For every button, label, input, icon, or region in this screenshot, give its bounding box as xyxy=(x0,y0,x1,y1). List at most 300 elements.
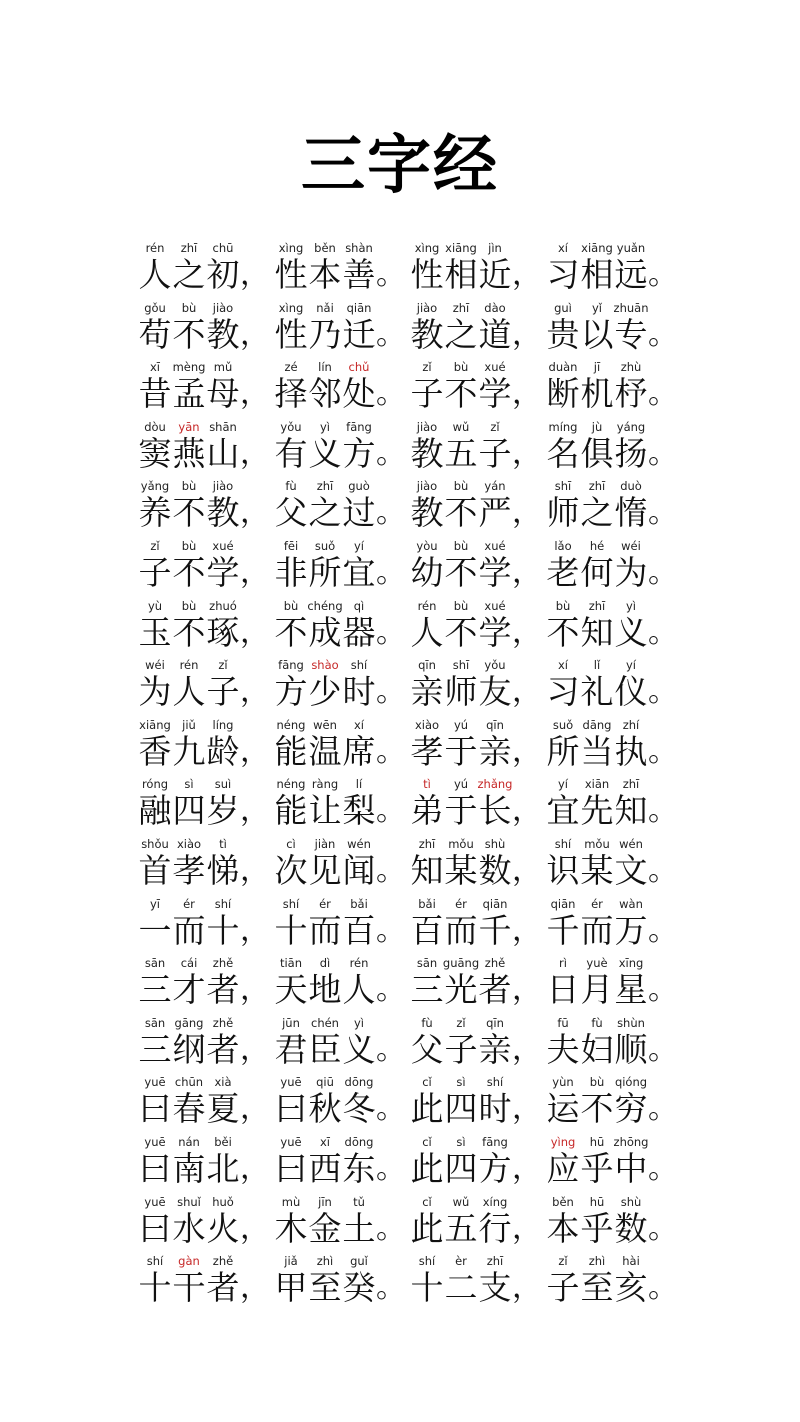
hanzi-character: 首 xyxy=(138,850,172,890)
character-cell xyxy=(546,955,580,1009)
pinyin-label: bù xyxy=(555,598,571,613)
hanzi-character: 琢 xyxy=(206,612,240,652)
hanzi-character: 支 xyxy=(478,1268,512,1308)
hanzi-character: 夫 xyxy=(546,1029,580,1069)
hanzi-character: 本 xyxy=(308,255,342,294)
poem-phrase xyxy=(138,598,274,652)
pinyin-label: mǒu xyxy=(584,836,610,851)
character-cell xyxy=(138,717,172,771)
pinyin-label: bù xyxy=(181,479,197,494)
character-cell xyxy=(444,419,478,473)
hanzi-character: 习 xyxy=(546,672,580,712)
character-cell xyxy=(614,955,648,1009)
hanzi-character: 孟 xyxy=(172,374,206,414)
period-mark: 。 xyxy=(376,674,406,710)
character-cell xyxy=(138,955,172,1009)
hanzi-character: 万 xyxy=(614,910,648,950)
character-cell xyxy=(206,717,240,771)
hanzi-character: 不 xyxy=(172,314,206,354)
pinyin-label: yuē xyxy=(280,1075,302,1090)
character-cell xyxy=(274,1134,308,1188)
hanzi-character: 性 xyxy=(274,314,308,354)
poem-phrase xyxy=(546,419,682,473)
poem-phrase xyxy=(546,240,682,294)
character-cell xyxy=(614,1253,648,1307)
hanzi-character: 学 xyxy=(478,612,512,652)
pinyin-label: líng xyxy=(212,717,234,732)
hanzi-character: 教 xyxy=(410,433,444,473)
hanzi-character: 千 xyxy=(546,910,580,950)
character-cell xyxy=(546,1074,580,1128)
character-cell xyxy=(274,1253,308,1307)
pinyin-label: xiāng xyxy=(581,241,613,255)
character-cell xyxy=(546,1015,580,1069)
pinyin-label: xīng xyxy=(618,956,644,971)
pinyin-label: zhuān xyxy=(613,300,649,315)
pinyin-label: dì xyxy=(319,956,331,971)
character-cell xyxy=(308,1015,342,1069)
character-cell xyxy=(580,359,614,413)
period-mark: 。 xyxy=(648,793,678,829)
character-cell xyxy=(342,657,376,711)
hanzi-character: 远 xyxy=(614,255,648,294)
character-cell xyxy=(342,359,376,413)
pinyin-label: qì xyxy=(353,598,365,613)
poem-phrase xyxy=(138,300,274,354)
character-cell xyxy=(274,1015,308,1069)
hanzi-character: 时 xyxy=(478,1089,512,1129)
pinyin-label: shù xyxy=(484,836,506,851)
period-mark: 。 xyxy=(376,972,406,1008)
hanzi-character: 席 xyxy=(342,731,376,771)
character-cell xyxy=(444,1074,478,1128)
hanzi-character: 星 xyxy=(614,970,648,1010)
poem-phrase xyxy=(138,1015,274,1069)
comma-mark: ， xyxy=(512,376,542,412)
pinyin-label: zhě xyxy=(212,1254,234,1269)
character-cell xyxy=(274,1194,308,1248)
character-cell xyxy=(410,538,444,592)
hanzi-character: 义 xyxy=(308,433,342,473)
hanzi-character: 师 xyxy=(444,672,478,712)
hanzi-character: 教 xyxy=(206,314,240,354)
pinyin-label: xiào xyxy=(176,836,202,851)
poem-phrase xyxy=(274,1015,410,1069)
hanzi-character: 俱 xyxy=(580,433,614,473)
hanzi-character: 次 xyxy=(274,850,308,890)
comma-mark: ， xyxy=(512,793,542,829)
pinyin-label: yī xyxy=(149,896,160,911)
character-cell xyxy=(342,1194,376,1248)
character-cell xyxy=(274,776,308,830)
pinyin-label: fù xyxy=(285,479,297,494)
hanzi-character: 之 xyxy=(580,493,614,533)
poem-phrase xyxy=(546,1134,682,1188)
hanzi-character: 相 xyxy=(580,255,614,294)
character-cell xyxy=(206,359,240,413)
character-cell xyxy=(206,776,240,830)
poem-phrase xyxy=(546,1194,682,1248)
hanzi-character: 至 xyxy=(580,1268,614,1308)
period-mark: 。 xyxy=(376,316,406,352)
pinyin-label: guò xyxy=(348,479,370,494)
comma-mark: ， xyxy=(512,674,542,710)
poem-phrase xyxy=(274,1194,410,1248)
pinyin-label: cǐ xyxy=(422,1075,432,1090)
comma-mark: ， xyxy=(240,257,270,292)
poem-line xyxy=(138,240,682,300)
character-cell xyxy=(138,300,172,354)
hanzi-character: 方 xyxy=(342,433,376,473)
hanzi-character: 南 xyxy=(172,1148,206,1188)
hanzi-character: 之 xyxy=(444,314,478,354)
hanzi-character: 数 xyxy=(478,850,512,890)
pinyin-label: wéi xyxy=(621,538,641,553)
hanzi-character: 香 xyxy=(138,731,172,771)
hanzi-character: 当 xyxy=(580,731,614,771)
hanzi-character: 五 xyxy=(444,433,478,473)
hanzi-character: 所 xyxy=(546,731,580,771)
character-cell xyxy=(206,1074,240,1128)
character-cell xyxy=(172,1194,206,1248)
period-mark: 。 xyxy=(648,376,678,412)
poem-phrase xyxy=(546,836,682,890)
pinyin-label: yǐ xyxy=(591,300,602,315)
pinyin-label: shùn xyxy=(617,1015,645,1030)
comma-mark: ， xyxy=(240,435,270,471)
hanzi-character: 四 xyxy=(444,1089,478,1129)
pinyin-label: tì xyxy=(219,836,227,851)
pinyin-label: shí xyxy=(554,836,572,851)
hanzi-character: 三 xyxy=(410,970,444,1010)
character-cell xyxy=(546,419,580,473)
pinyin-label: yuē xyxy=(144,1194,166,1209)
pinyin-label: wéi xyxy=(145,658,165,673)
character-cell xyxy=(478,836,512,890)
pinyin-label: cǐ xyxy=(422,1194,432,1209)
hanzi-character: 所 xyxy=(308,552,342,592)
character-cell xyxy=(580,776,614,830)
hanzi-character: 十 xyxy=(206,910,240,950)
hanzi-character: 教 xyxy=(206,493,240,533)
pinyin-label: xí xyxy=(557,241,568,255)
pinyin-label: xué xyxy=(484,598,506,613)
pinyin-label: xìng xyxy=(278,300,304,315)
pinyin-label: nǎi xyxy=(316,300,334,315)
poem-phrase xyxy=(410,419,546,473)
poem-phrase xyxy=(546,657,682,711)
pinyin-label: shuǐ xyxy=(177,1194,201,1209)
pinyin-label: zhī xyxy=(180,241,198,255)
hanzi-character: 人 xyxy=(172,672,206,712)
character-cell xyxy=(410,1074,444,1128)
hanzi-character: 人 xyxy=(410,612,444,652)
comma-mark: ， xyxy=(512,852,542,888)
character-cell xyxy=(410,657,444,711)
hanzi-character: 时 xyxy=(342,672,376,712)
character-cell xyxy=(478,240,512,294)
pinyin-label: wén xyxy=(347,836,371,851)
pinyin-label: bù xyxy=(453,538,469,553)
pinyin-label: cǐ xyxy=(422,1134,432,1149)
poem-phrase xyxy=(546,896,682,950)
hanzi-character: 百 xyxy=(410,910,444,950)
period-mark: 。 xyxy=(376,1210,406,1246)
character-cell xyxy=(478,300,512,354)
poem-phrase xyxy=(410,776,546,830)
character-cell xyxy=(342,478,376,532)
comma-mark: ， xyxy=(240,1150,270,1186)
hanzi-character: 地 xyxy=(308,970,342,1010)
pinyin-label: zǐ xyxy=(150,538,160,553)
hanzi-character: 数 xyxy=(614,1208,648,1248)
poem-phrase xyxy=(274,776,410,830)
poem-phrase xyxy=(410,955,546,1009)
character-cell xyxy=(342,1015,376,1069)
character-cell xyxy=(614,1015,648,1069)
pinyin-label: gǒu xyxy=(144,300,166,315)
pinyin-label: yì xyxy=(353,1015,364,1030)
period-mark: 。 xyxy=(376,257,406,292)
poem-phrase xyxy=(410,1074,546,1128)
character-cell xyxy=(410,1015,444,1069)
pinyin-label: xíng xyxy=(482,1194,508,1209)
hanzi-character: 木 xyxy=(274,1208,308,1248)
poem-phrase xyxy=(410,657,546,711)
hanzi-character: 山 xyxy=(206,433,240,473)
hanzi-character: 执 xyxy=(614,731,648,771)
character-cell xyxy=(308,1074,342,1128)
poem-phrase xyxy=(274,538,410,592)
character-cell xyxy=(614,359,648,413)
poem-phrase xyxy=(410,1134,546,1188)
character-cell xyxy=(410,240,444,294)
hanzi-character: 穷 xyxy=(614,1089,648,1129)
poem-phrase xyxy=(546,359,682,413)
hanzi-character: 方 xyxy=(274,672,308,712)
hanzi-character: 机 xyxy=(580,374,614,414)
pinyin-label: jiàn xyxy=(314,836,336,851)
hanzi-character: 亲 xyxy=(478,1029,512,1069)
character-cell xyxy=(444,1134,478,1188)
hanzi-character: 有 xyxy=(274,433,308,473)
pinyin-label: néng xyxy=(276,717,306,732)
hanzi-character: 器 xyxy=(342,612,376,652)
period-mark: 。 xyxy=(648,733,678,769)
character-cell xyxy=(580,836,614,890)
character-cell xyxy=(614,836,648,890)
hanzi-character: 某 xyxy=(580,850,614,890)
character-cell xyxy=(444,836,478,890)
pinyin-label: wén xyxy=(619,836,643,851)
character-cell xyxy=(138,1074,172,1128)
pinyin-label: yì xyxy=(625,598,636,613)
character-cell xyxy=(138,478,172,532)
character-cell xyxy=(614,1074,648,1128)
character-cell xyxy=(546,1194,580,1248)
period-mark: 。 xyxy=(376,733,406,769)
character-cell xyxy=(478,955,512,1009)
hanzi-character: 三 xyxy=(138,1029,172,1069)
comma-mark: ， xyxy=(240,1270,270,1306)
poem-line xyxy=(138,717,682,777)
character-cell xyxy=(410,478,444,532)
pinyin-label: cì xyxy=(286,836,296,851)
hanzi-character: 学 xyxy=(478,552,512,592)
poem-line xyxy=(138,657,682,717)
character-cell xyxy=(410,598,444,652)
poem-line xyxy=(138,359,682,419)
pinyin-label: jù xyxy=(591,419,603,434)
pinyin-label: jiào xyxy=(212,479,234,494)
pinyin-label: fēi xyxy=(283,538,299,553)
pinyin-label: fāng xyxy=(346,419,372,434)
pinyin-label: rén xyxy=(417,598,437,613)
comma-mark: ， xyxy=(240,1210,270,1246)
character-cell xyxy=(172,538,206,592)
poem-phrase xyxy=(546,300,682,354)
hanzi-character: 干 xyxy=(172,1268,206,1308)
character-cell xyxy=(206,419,240,473)
pinyin-label: hài xyxy=(622,1254,640,1269)
poem-phrase xyxy=(274,717,410,771)
character-cell xyxy=(138,1194,172,1248)
pinyin-label: shī xyxy=(452,658,470,673)
hanzi-character: 甲 xyxy=(274,1268,308,1308)
pinyin-label: yān xyxy=(178,419,200,434)
hanzi-character: 本 xyxy=(546,1208,580,1248)
hanzi-character: 至 xyxy=(308,1268,342,1308)
character-cell xyxy=(478,1253,512,1307)
poem-phrase xyxy=(546,1015,682,1069)
pinyin-label: fāng xyxy=(482,1134,508,1149)
character-cell xyxy=(342,836,376,890)
character-cell xyxy=(308,300,342,354)
character-cell xyxy=(410,419,444,473)
poem-phrase xyxy=(138,1253,274,1307)
hanzi-character: 光 xyxy=(444,970,478,1010)
hanzi-character: 少 xyxy=(308,672,342,712)
pinyin-label: ér xyxy=(591,896,603,911)
character-cell xyxy=(546,359,580,413)
character-cell xyxy=(478,717,512,771)
character-cell xyxy=(580,1194,614,1248)
pinyin-label: duàn xyxy=(548,360,578,375)
hanzi-character: 杼 xyxy=(614,374,648,414)
pinyin-label: bù xyxy=(589,1075,605,1090)
pinyin-label: sì xyxy=(184,777,194,792)
pinyin-label: dòu xyxy=(144,419,166,434)
period-mark: 。 xyxy=(376,614,406,650)
hanzi-character: 父 xyxy=(274,493,308,533)
character-cell xyxy=(444,478,478,532)
pinyin-label: shào xyxy=(311,658,339,673)
character-cell xyxy=(308,717,342,771)
character-cell xyxy=(410,1253,444,1307)
hanzi-character: 四 xyxy=(444,1148,478,1188)
hanzi-character: 应 xyxy=(546,1148,580,1188)
hanzi-character: 癸 xyxy=(342,1268,376,1308)
comma-mark: ， xyxy=(240,495,270,531)
hanzi-character: 师 xyxy=(546,493,580,533)
character-cell xyxy=(342,955,376,1009)
pinyin-label: shí xyxy=(486,1075,504,1090)
period-mark: 。 xyxy=(648,435,678,471)
pinyin-label: dōng xyxy=(344,1075,374,1090)
poem-phrase xyxy=(410,1253,546,1307)
hanzi-character: 不 xyxy=(172,493,206,533)
pinyin-label: qiān xyxy=(346,300,372,315)
character-cell xyxy=(274,836,308,890)
character-cell xyxy=(308,419,342,473)
poem-phrase xyxy=(274,359,410,413)
character-cell xyxy=(478,419,512,473)
character-cell xyxy=(138,419,172,473)
pinyin-label: shí xyxy=(146,1254,164,1269)
character-cell xyxy=(342,717,376,771)
hanzi-character: 不 xyxy=(172,552,206,592)
pinyin-label: yuè xyxy=(586,956,608,971)
pinyin-label: fāng xyxy=(278,658,304,673)
character-cell xyxy=(206,836,240,890)
pinyin-label: yáng xyxy=(616,419,646,434)
poem-phrase xyxy=(138,717,274,771)
poem-phrase xyxy=(274,1253,410,1307)
hanzi-character: 二 xyxy=(444,1268,478,1308)
hanzi-character: 友 xyxy=(478,672,512,712)
character-cell xyxy=(138,359,172,413)
pinyin-label: jìn xyxy=(488,241,502,255)
character-cell xyxy=(172,478,206,532)
hanzi-character: 邻 xyxy=(308,374,342,414)
pinyin-label: néng xyxy=(276,777,306,792)
poem-phrase xyxy=(546,538,682,592)
character-cell xyxy=(410,1194,444,1248)
character-cell xyxy=(410,359,444,413)
hanzi-character: 于 xyxy=(444,791,478,831)
pinyin-label: zhī xyxy=(588,479,606,494)
character-cell xyxy=(274,598,308,652)
pinyin-label: shǒu xyxy=(141,836,169,851)
pinyin-label: qiān xyxy=(482,896,508,911)
pinyin-label: lǎo xyxy=(554,538,572,553)
hanzi-character: 日 xyxy=(546,970,580,1010)
poem-line xyxy=(138,538,682,598)
hanzi-character: 近 xyxy=(478,255,512,294)
hanzi-character: 为 xyxy=(614,552,648,592)
character-cell xyxy=(138,240,172,294)
character-cell xyxy=(546,478,580,532)
period-mark: 。 xyxy=(376,1031,406,1067)
pinyin-label: zǐ xyxy=(456,1015,466,1030)
hanzi-character: 金 xyxy=(308,1208,342,1248)
character-cell xyxy=(478,359,512,413)
period-mark: 。 xyxy=(376,1091,406,1127)
poem-line xyxy=(138,300,682,360)
hanzi-character: 过 xyxy=(342,493,376,533)
period-mark: 。 xyxy=(376,435,406,471)
poem-phrase xyxy=(274,1074,410,1128)
comma-mark: ， xyxy=(240,1091,270,1127)
pinyin-label: xī xyxy=(149,360,160,375)
hanzi-character: 者 xyxy=(478,970,512,1010)
hanzi-character: 夏 xyxy=(206,1089,240,1129)
character-cell xyxy=(614,896,648,950)
hanzi-character: 秋 xyxy=(308,1089,342,1129)
pinyin-label: shí xyxy=(418,1254,436,1269)
character-cell xyxy=(206,1134,240,1188)
character-cell xyxy=(580,1015,614,1069)
